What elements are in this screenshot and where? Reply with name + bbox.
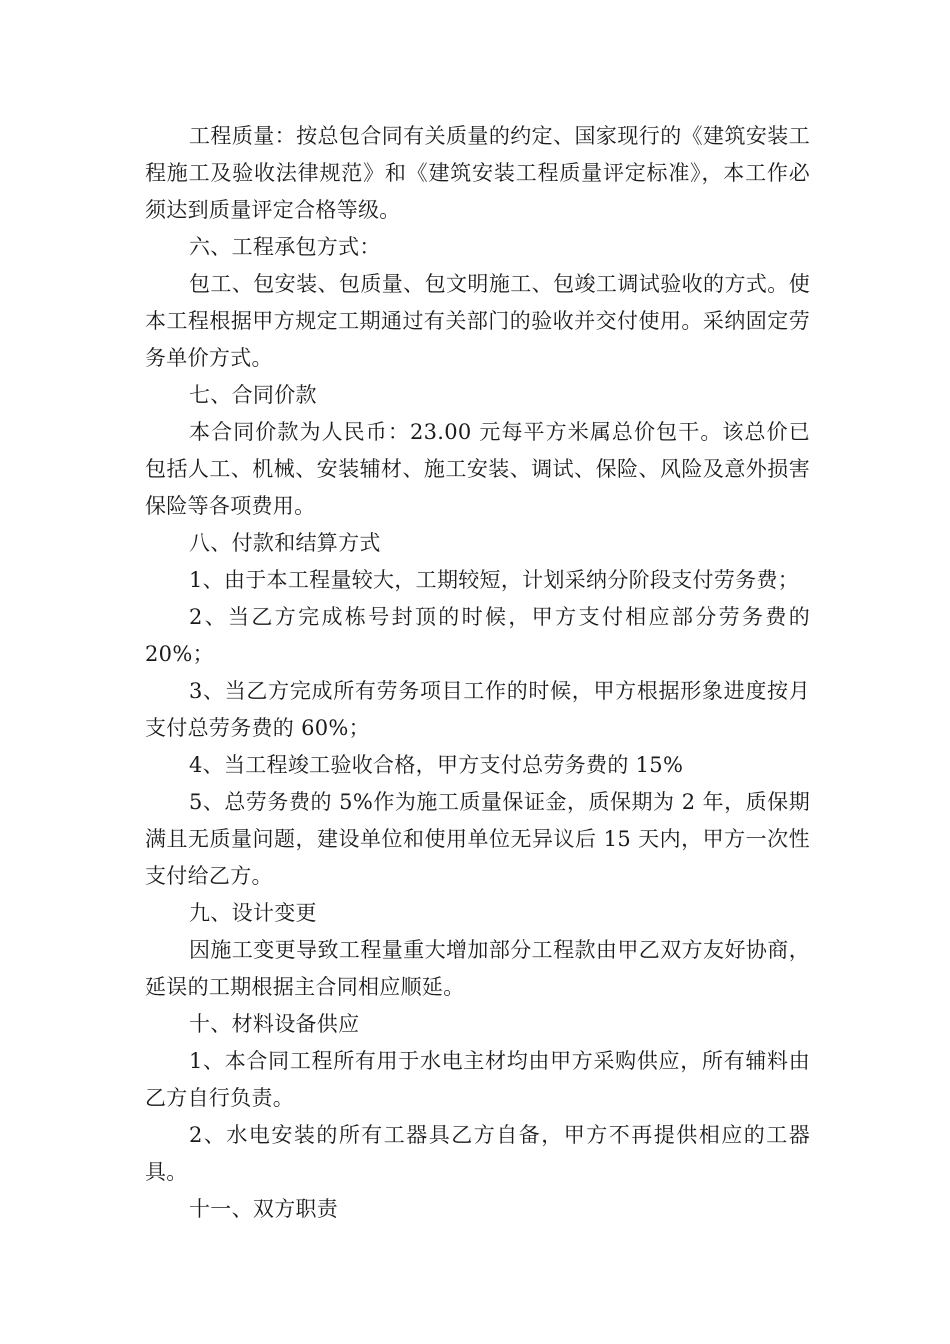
payment-item-1: 1、由于本工程量较大，工期较短，计划采纳分阶段支付劳务费； <box>189 568 800 592</box>
materials-item-2: 2、水电安装的所有工器具乙方自备，甲方不再提供相应的工器具。 <box>145 1123 810 1184</box>
heading-responsibilities: 十一、双方职责 <box>189 1197 339 1221</box>
paragraph-quality: 工程质量：按总包合同有关质量的约定、国家现行的《建筑安装工程施工及验收法律规范》和《建筑安装工程质量评定标准》，本工作必须达到质量评定合格等级。 <box>145 124 810 222</box>
payment-item-5: 5、总劳务费的 5%作为施工质量保证金，质保期为 2 年，质保期满且无质量问题，建设单位和使用单位无异议后 15 天内，甲方一次性支付给乙方。 <box>145 790 810 888</box>
paragraph-contract-price: 本合同价款为人民币：23.00 元每平方米属总价包干。该总价已包括人工、机械、安装辅材、施工安装、调试、保险、风险及意外损害保险等各项费用。 <box>145 420 810 518</box>
heading-design-change: 九、设计变更 <box>189 901 317 925</box>
payment-item-2: 2、当乙方完成栋号封顶的时候，甲方支付相应部分劳务费的 20%； <box>145 605 810 666</box>
heading-contract-price: 七、合同价款 <box>189 383 317 407</box>
paragraph-contract-method: 包工、包安装、包质量、包文明施工、包竣工调试验收的方式。使本工程根据甲方规定工期通过有关部门的验收并交付使用。采纳固定劳务单价方式。 <box>145 272 810 370</box>
payment-item-3: 3、当乙方完成所有劳务项目工作的时候，甲方根据形象进度按月支付总劳务费的 60%； <box>145 679 810 740</box>
materials-item-1: 1、本合同工程所有用于水电主材均由甲方采购供应，所有辅料由乙方自行负责。 <box>145 1049 810 1110</box>
payment-item-4: 4、当工程竣工验收合格，甲方支付总劳务费的 15% <box>189 753 684 777</box>
document-page <box>145 118 810 1228</box>
heading-payment: 八、付款和结算方式 <box>189 531 381 555</box>
heading-contract-method: 六、工程承包方式： <box>189 235 381 259</box>
paragraph-design-change: 因施工变更导致工程量重大增加部分工程款由甲乙双方友好协商，延误的工期根据主合同相应顺延。 <box>145 938 810 999</box>
heading-materials: 十、材料设备供应 <box>189 1012 360 1036</box>
